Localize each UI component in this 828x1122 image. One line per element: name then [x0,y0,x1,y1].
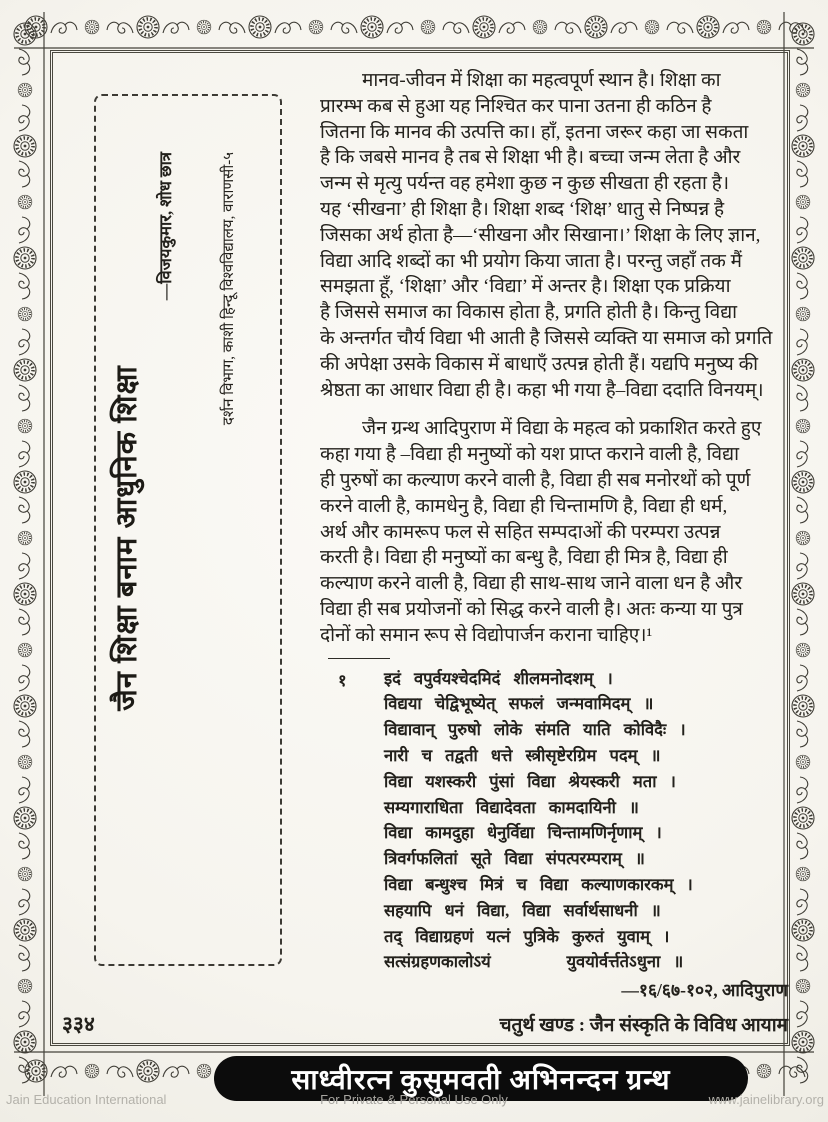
page-number: ३३४ [62,1012,95,1036]
paragraph-2: जैन ग्रन्थ आदिपुराण में विद्या के महत्व को प्रकाशित करते हुए कहा गया है –विद्या ही मनुष्यों को यश प्राप्त कराने वाली है, विद्या ही पुरुषों का कल्याण करने वाली है, विद्या ही सब मनोरथों को पूर्ण करने वाली है, कामधेनु है, विद्या ही चिन्तामणि है, विद्या ही धर्म, अर्थ और कामरूप फल से सहित सम्पदाओं की परम्परा उत्पन्न करती है। विद्या ही मनुष्यों का बन्धु है, विद्या ही मित्र है, विद्या ही कल्याण करने वाली है, विद्या ही साथ-साथ जाने वाला धन है और विद्या ही सब प्रयोजनों को सिद्ध करने वाली है। अतः कन्या या पुत्र दोनों को समान रूप से विद्योपार्जन कराना चाहिए।¹ [320,418,762,646]
paragraph-1: मानव-जीवन में शिक्षा का महत्वपूर्ण स्थान है। शिक्षा का प्रारम्भ कब से हुआ यह निश्चित कर पाना उतना ही कठिन है जितना कि मानव की उत्पत्ति का। हाँ, इतना जरूर कहा जा सकता है कि जबसे मानव है तब से शिक्षा भी है। बच्चा जन्म लेता है और जन्म से मृत्यु पर्यन्त वह हमेशा कुछ न कुछ सीखता ही रहता है। यह ‘सीखना’ ही शिक्षा है। शिक्षा शब्द ‘शिक्ष’ धातु से निष्पन्न है जिसका अर्थ होता है—‘सीखना और सिखाना।’ शिक्षा के लिए ज्ञान, विद्या आदि शब्दों का भी प्रयोग किया जाता है। परन्तु जहाँ तक मैं समझता हूँ, ‘शिक्षा’ और ‘विद्या’ में अन्तर है। शिक्षा एक प्रक्रिया है जिससे समाज का विकास होता है, प्रगति होती है। किन्तु विद्या के अन्तर्गत चौर्य विद्या भी आती है जिससे व्यक्ति या समाज को प्रगति की अपेक्षा उसके विकास में बाधाएँ उत्पन्न होती हैं। यद्यपि मनुष्य की श्रेष्ठता का आधार विद्या ही है। कहा भी गया है–विद्या ददाति विनयम्। [320,70,773,401]
watermark-website: www.jainelibrary.org [708,1092,824,1107]
page-footer [62,1010,788,1038]
author-byline: —विजयकुमार, शोध छात्र [156,152,175,301]
article-title: जैन शिक्षा बनाम आधुनिक शिक्षा [111,365,143,711]
footnote-verse [320,666,790,976]
article-title-box [94,94,282,966]
watermark-usage-note: For Private & Personal Use Only [320,1092,508,1107]
footnote-separator [328,658,390,659]
book-title: साध्वीरत्न कुसुमवती अभिनन्दन ग्रन्थ [291,1064,671,1096]
verse-citation: —१६/६७-१०२, आदिपुराण [621,980,788,1001]
verse-lines: इदं वपुर्वयश्चेदमिदं शीलमनोदशम् । विद्यया चेद्विभूष्येत् सफलं जन्मवामिदम् ॥ विद्यावान् पुरुषो लोके संमति याति कोविदैः । नारी च तद्वती धत्ते स्त्रीसृष्टेरग्रिम पदम् ॥ विद्या यशस्करी पुंसां विद्या श्रेयस्करी मता । सम्यगाराधिता विद्यादेवता कामदायिनी ॥ विद्या कामदुहा धेनुर्विद्या चिन्तामणिर्नृणाम् । त्रिवर्गफलितां सूते विद्या संपत्परम्पराम् ॥ विद्या बन्धुश्च मित्रं च विद्या कल्याणकारकम् । सहयापि धनं विद्या, विद्या सर्वार्थसाधनी ॥ तद् विद्याग्रहणं यत्नं पुत्रिके कुरुतं युवाम् । सत्संग्रहणकालोऽयं युवयोर्वर्त्ततेऽधुना ॥ [384,668,693,972]
section-footer-title: चतुर्थ खण्ड : जैन संस्कृति के विविध आयाम [499,1015,788,1036]
article-body [320,68,790,1004]
footnote-number: १ [338,670,347,690]
article-title-rotated-block [96,96,280,964]
watermark-publisher: Jain Education International [6,1092,167,1107]
author-affiliation: दर्शन विभाग, काशी हिन्दू विश्वविद्यालय, वाराणसी-५ [221,152,237,426]
border-ornament-top [10,6,818,50]
border-ornament-left [4,8,46,1100]
